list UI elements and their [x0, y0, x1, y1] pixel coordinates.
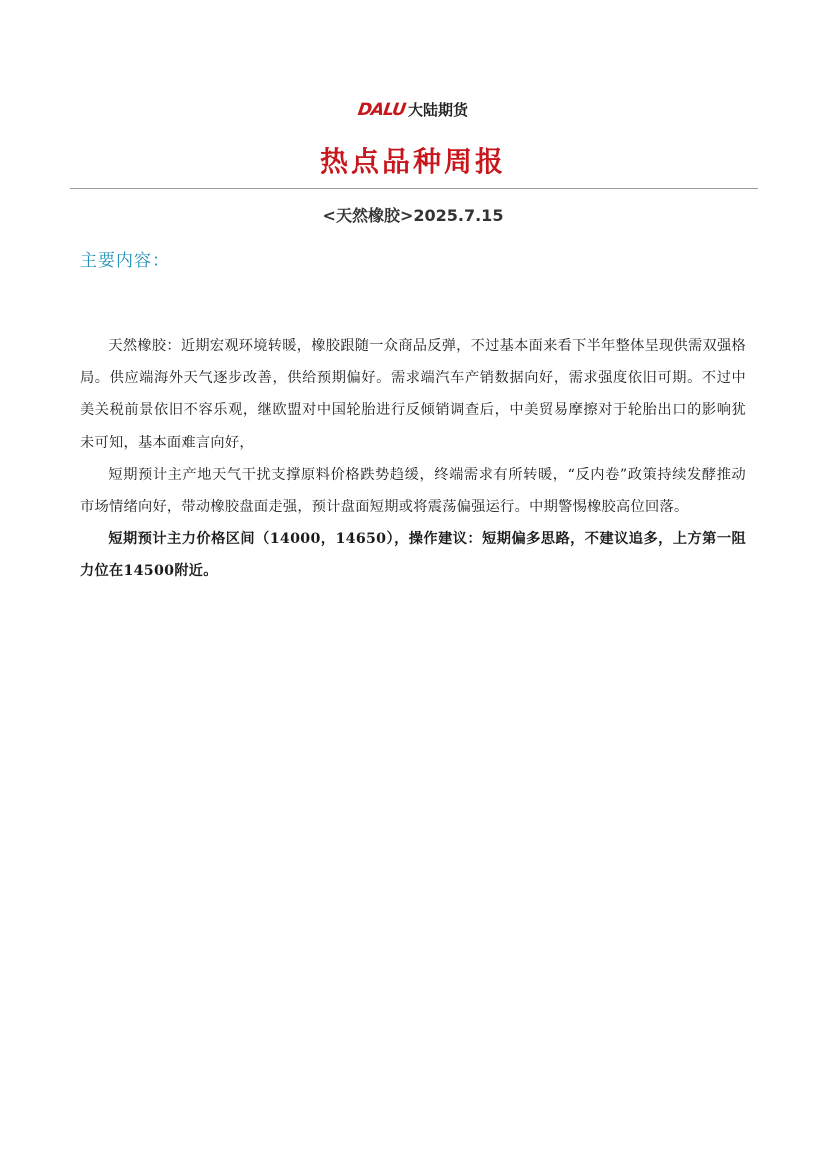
logo-company-name: 大陆期货: [407, 101, 468, 119]
body-paragraph-2: 短期预计主产地天气干扰支撑原料价格跌势趋缓，终端需求有所转暖，“反内卷”政策持续发酵推动市场情绪向好，带动橡胶盘面走强，预计盘面短期或将震荡偏强运行。中期警惕橡胶高位回落。: [80, 466, 746, 516]
report-body: [80, 330, 746, 588]
company-logo: [0, 100, 826, 120]
report-title: 热点品种周报: [319, 145, 506, 178]
report-subtitle: <天然橡胶>2025.7.15: [322, 206, 504, 225]
trading-advice-paragraph: 短期预计主力价格区间（14000，14650），操作建议：短期偏多思路，不建议追多，上方第一阻力位在14500附近。: [80, 531, 746, 580]
section-heading: 主要内容：: [80, 251, 170, 271]
title-divider: [70, 188, 758, 189]
body-paragraph-1: 天然橡胶：近期宏观环境转暖，橡胶跟随一众商品反弹，不过基本面来看下半年整体呈现供需双强格局。供应端海外天气逐步改善，供给预期偏好。需求端汽车产销数据向好，需求强度依旧可期。不过中美关税前景依旧不容乐观，继欧盟对中国轮胎进行反倾销调查后，中美贸易摩擦对于轮胎出口的影响犹未可知，基本面难言向好，: [80, 338, 746, 451]
logo-mark: DALU: [356, 100, 407, 120]
